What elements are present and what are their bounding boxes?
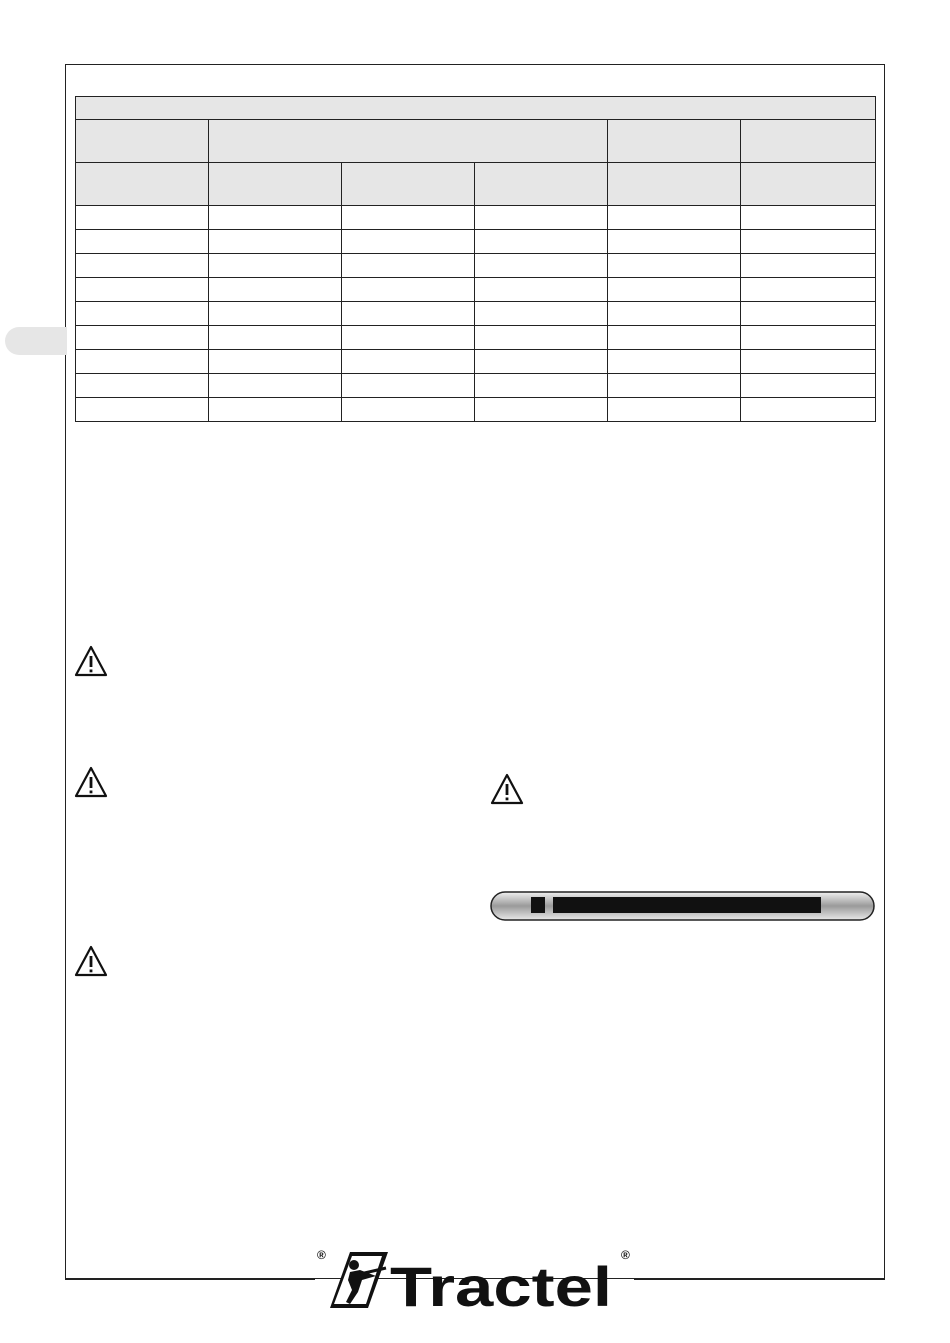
table-cell — [342, 254, 475, 278]
table-cell — [741, 398, 876, 422]
table-row — [76, 278, 876, 302]
table-cell — [209, 254, 342, 278]
table-cell — [342, 350, 475, 374]
tractel-logo — [316, 1246, 634, 1312]
header-cell — [209, 163, 342, 206]
table-cell — [608, 254, 741, 278]
tractel-wordmark: Tractel — [390, 1255, 612, 1312]
table-cell — [342, 206, 475, 230]
header-cell — [76, 163, 209, 206]
footer-rule-right — [634, 1278, 885, 1280]
table-cell — [741, 350, 876, 374]
table-banner-row — [76, 97, 876, 120]
table-cell — [342, 302, 475, 326]
table-cell — [76, 326, 209, 350]
header-cell — [209, 120, 608, 163]
table-cell — [76, 302, 209, 326]
table-cell — [76, 206, 209, 230]
table-cell — [76, 254, 209, 278]
registered-mark: ® — [317, 1248, 326, 1262]
table-cell — [608, 230, 741, 254]
table-cell — [76, 278, 209, 302]
table-cell — [342, 326, 475, 350]
table-cell — [741, 326, 876, 350]
table-cell — [76, 374, 209, 398]
warning-triangle-icon — [490, 773, 524, 805]
table-cell — [741, 230, 876, 254]
warning-triangle-icon — [74, 766, 108, 798]
language-side-tab — [5, 327, 67, 355]
header-cell — [475, 163, 608, 206]
table-cell — [475, 254, 608, 278]
header-cell — [741, 163, 876, 206]
table-cell — [741, 278, 876, 302]
tractel-figure-icon — [330, 1252, 388, 1308]
table-row — [76, 206, 876, 230]
header-cell — [342, 163, 475, 206]
section-heading-bar — [490, 891, 875, 921]
table-cell — [741, 374, 876, 398]
table-cell — [608, 398, 741, 422]
table-cell — [741, 254, 876, 278]
table-cell — [209, 206, 342, 230]
table-cell — [475, 374, 608, 398]
table-header-row-1 — [76, 120, 876, 163]
table-row — [76, 254, 876, 278]
table-cell — [741, 302, 876, 326]
table-cell — [475, 206, 608, 230]
table-row — [76, 350, 876, 374]
table-cell — [209, 278, 342, 302]
table-cell — [209, 302, 342, 326]
spec-table — [75, 96, 876, 422]
table-row — [76, 374, 876, 398]
table-row — [76, 230, 876, 254]
table-cell — [342, 374, 475, 398]
table-cell — [342, 230, 475, 254]
table-cell — [741, 206, 876, 230]
table-cell — [608, 350, 741, 374]
footer-rule-left — [65, 1278, 315, 1280]
table-cell — [475, 350, 608, 374]
header-cell — [608, 163, 741, 206]
table-cell — [475, 302, 608, 326]
table-cell — [475, 398, 608, 422]
warning-triangle-icon — [74, 645, 108, 677]
table-cell — [209, 350, 342, 374]
table-cell — [76, 398, 209, 422]
table-header-row-2 — [76, 163, 876, 206]
table-banner-cell — [76, 97, 876, 120]
table-cell — [342, 278, 475, 302]
table-row — [76, 302, 876, 326]
table-cell — [209, 230, 342, 254]
table-cell — [608, 302, 741, 326]
table-cell — [342, 398, 475, 422]
table-cell — [475, 278, 608, 302]
warning-triangle-icon — [74, 945, 108, 977]
header-cell — [608, 120, 741, 163]
table-cell — [608, 326, 741, 350]
registered-mark: ® — [621, 1248, 630, 1262]
table-cell — [209, 326, 342, 350]
table-cell — [209, 398, 342, 422]
table-cell — [608, 278, 741, 302]
table-cell — [209, 374, 342, 398]
header-cell — [76, 120, 209, 163]
table-row — [76, 398, 876, 422]
table-cell — [608, 374, 741, 398]
table-cell — [76, 230, 209, 254]
table-cell — [475, 230, 608, 254]
table-row — [76, 326, 876, 350]
header-cell — [741, 120, 876, 163]
table-cell — [608, 206, 741, 230]
table-cell — [76, 350, 209, 374]
table-cell — [475, 326, 608, 350]
